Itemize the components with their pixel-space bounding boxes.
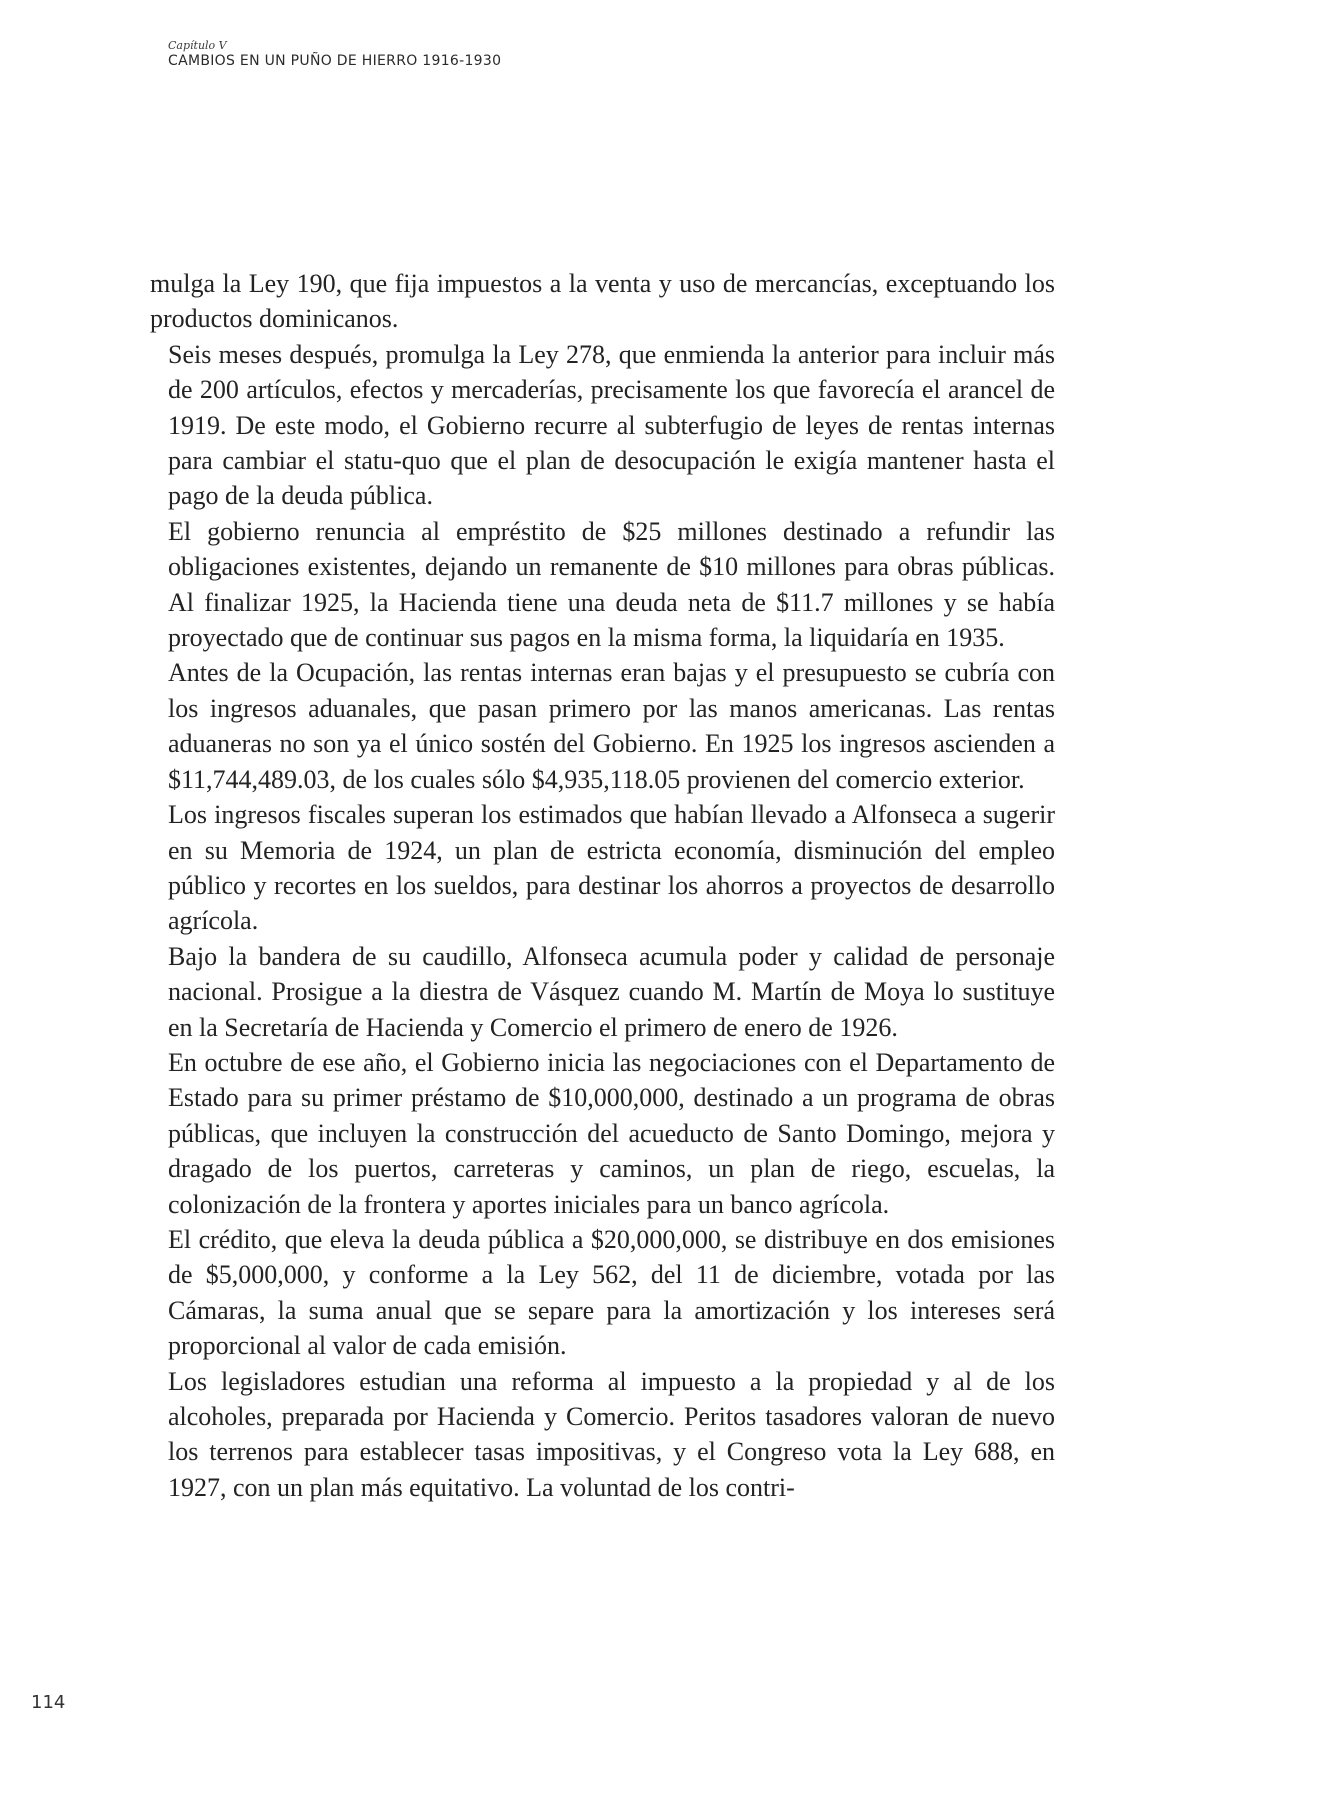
body-text xyxy=(150,266,1055,1505)
paragraph-2: Seis meses después, promulga la Ley 278, que enmienda la anterior para incluir más de 200 artículos, efectos y mercaderías, precisamente los que favorecía el arancel de 1919. De este modo, el Gobierno recurre al subterfugio de leyes de rentas internas para cambiar el statu-quo que el plan de desocupación le exigía mantener hasta el pago de la deuda pública. xyxy=(168,339,1055,511)
chapter-title: CAMBIOS EN UN PUÑO DE HIERRO 1916-1930 xyxy=(168,52,502,69)
running-head xyxy=(168,40,501,69)
paragraph-6: Bajo la bandera de su caudillo, Alfonseca acumula poder y calidad de personaje nacional. Prosigue a la diestra de Vásquez cuando M. Martín de Moya lo sustituye en la Secretaría de Hacienda y Comercio el primero de enero de 1926. xyxy=(168,941,1055,1042)
chapter-label: Capítulo V xyxy=(168,39,227,52)
paragraph-9: Los legisladores estudian una reforma al impuesto a la propiedad y al de los alcoholes, preparada por Hacienda y Comercio. Peritos tasadores valoran de nuevo los terrenos para establecer tasas impositivas, y el Congreso vota la Ley 688, en 1927, con un plan más equitativo. La voluntad de los contri- xyxy=(168,1366,1055,1502)
paragraph-4: Antes de la Ocupación, las rentas internas eran bajas y el presupuesto se cubría con los ingresos aduanales, que pasan primero por las manos americanas. Las rentas aduaneras no son ya el único sostén del Gobierno. En 1925 los ingresos ascienden a $11,744,489.03, de los cuales sólo $4,935,118.05 provienen del comercio exterior. xyxy=(168,658,1055,794)
paragraph-5: Los ingresos fiscales superan los estimados que habían llevado a Alfonseca a sugerir en su Memoria de 1924, un plan de estricta economía, disminución del empleo público y recortes en los sueldos, para destinar los ahorros a proyectos de desarrollo agrícola. xyxy=(168,800,1055,936)
paragraph-3: El gobierno renuncia al empréstito de $25 millones destinado a refundir las obligaciones existentes, dejando un remanente de $10 millones para obras públicas. Al finalizar 1925, la Hacienda tiene una deuda neta de $11.7 millones y se había proyectado que de continuar sus pagos en la misma forma, la liquidaría en 1935. xyxy=(168,516,1055,653)
paragraph-7: En octubre de ese año, el Gobierno inicia las negociaciones con el Departamento de Estado para su primer préstamo de $10,000,000, destinado a un programa de obras públicas, que incluyen la construcción del acueducto de Santo Domingo, mejora y dragado de los puertos, carreteras y caminos, un plan de riego, escuelas, la colonización de la frontera y aportes iniciales para un banco agrícola. xyxy=(168,1047,1055,1219)
page-number: 114 xyxy=(31,1692,66,1713)
paragraph-8: El crédito, que eleva la deuda pública a $20,000,000, se distribuye en dos emisiones de $5,000,000, y conforme a la Ley 562, del 11 de diciembre, votada por las Cámaras, la suma anual que se separe para la amortización y los intereses será proporcional al valor de cada emisión. xyxy=(168,1224,1055,1361)
paragraph-1: mulga la Ley 190, que fija impuestos a la venta y uso de mercancías, exceptuando los productos dominicanos. xyxy=(150,269,1055,334)
